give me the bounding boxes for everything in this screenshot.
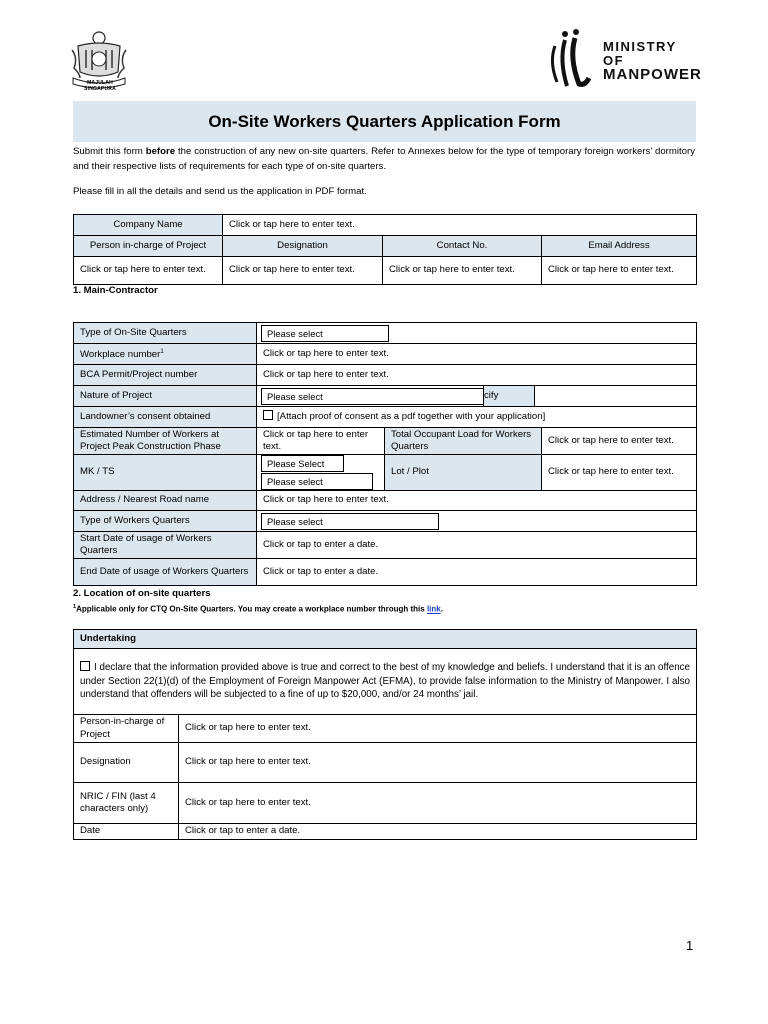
email-address-field[interactable]: Click or tap here to enter text. bbox=[542, 257, 697, 285]
section-location: 2. Location of on-site quarters bbox=[73, 588, 211, 599]
ministry-of-manpower-logo bbox=[545, 28, 702, 90]
header-contact-no: Contact No. bbox=[383, 236, 542, 257]
type-of-workers-quarters-label: Type of Workers Quarters bbox=[74, 511, 257, 532]
person-in-charge-field[interactable]: Click or tap here to enter text. bbox=[74, 257, 223, 285]
type-of-quarters-select[interactable]: Please select bbox=[261, 325, 389, 342]
start-date-label: Start Date of usage of Workers Quarters bbox=[74, 532, 257, 559]
footnote: $^1$Applicable only for CTQ On-Site Quarters. You may create a workplace number through this link. bbox=[73, 604, 443, 614]
undertaking-date-label: Date bbox=[74, 824, 179, 840]
form-title: On-Site Workers Quarters Application Form bbox=[73, 101, 696, 142]
lot-plot-field[interactable]: Click or tap here to enter text. bbox=[542, 455, 697, 491]
logo-line-1: MINISTRY OF bbox=[603, 39, 677, 68]
workplace-number-label: Workplace number$^1$ bbox=[74, 344, 257, 365]
instruction-text: Please fill in all the details and send us the application in PDF format. bbox=[73, 186, 367, 197]
workplace-number-link[interactable]: link bbox=[426, 604, 441, 614]
header-email-address: Email Address bbox=[542, 236, 697, 257]
lot-plot-label: Lot / Plot bbox=[385, 455, 542, 491]
location-table bbox=[73, 322, 697, 586]
bca-permit-label: BCA Permit/Project number bbox=[74, 365, 257, 386]
estimated-workers-field[interactable]: Click or tap here to enter text. bbox=[257, 428, 385, 455]
type-of-workers-quarters-select[interactable]: Please select bbox=[261, 513, 439, 530]
header-person-in-charge: Person in-charge of Project bbox=[74, 236, 223, 257]
total-occupant-load-label: Total Occupant Load for Workers Quarters bbox=[385, 428, 542, 455]
undertaking-nric-field[interactable]: Click or tap here to enter text. bbox=[179, 783, 697, 824]
header-designation: Designation bbox=[223, 236, 383, 257]
section-main-contractor: 1. Main-Contractor bbox=[73, 285, 158, 296]
estimated-workers-label: Estimated Number of Workers at Project Peak Construction Phase bbox=[74, 428, 257, 455]
nature-of-project-select[interactable]: Please select bbox=[261, 388, 484, 405]
undertaking-date-field[interactable]: Click or tap to enter a date. bbox=[179, 824, 697, 840]
checkbox-icon[interactable] bbox=[80, 661, 90, 671]
landowner-consent-checkbox[interactable]: [Attach proof of consent as a pdf together with your application] bbox=[257, 407, 697, 428]
start-date-field[interactable]: Click or tap to enter a date. bbox=[257, 532, 697, 559]
main-contractor-table bbox=[73, 214, 697, 285]
undertaking-person-label: Person-in-charge of Project bbox=[74, 715, 179, 743]
mk-ts-label: MK / TS bbox=[74, 455, 257, 491]
contact-no-field[interactable]: Click or tap here to enter text. bbox=[383, 257, 542, 285]
undertaking-heading: Undertaking bbox=[74, 630, 697, 649]
undertaking-designation-field[interactable]: Click or tap here to enter text. bbox=[179, 743, 697, 783]
workplace-number-field[interactable]: Click or tap here to enter text. bbox=[257, 344, 697, 365]
nature-specify-label: cify bbox=[483, 386, 535, 406]
declaration-checkbox[interactable]: I declare that the information provided above is true and correct to the best of my knowledge and beliefs. I understand that it is an offence under Section 22(1)(d) of the Employment of Foreign Manpower Act (EFMA), to provide false information to the Ministry of Manpower. I also understand that offenders will be subjected to a fine of up to $20,000, and/or 24 months’ jail. bbox=[74, 649, 697, 715]
company-name-label: Company Name bbox=[74, 215, 223, 236]
nature-of-project-label: Nature of Project bbox=[74, 386, 257, 407]
mk-select[interactable]: Please Select bbox=[261, 455, 344, 472]
total-occupant-load-field[interactable]: Click or tap here to enter text. bbox=[542, 428, 697, 455]
intro-paragraph: Submit this form before the construction of any new on-site quarters. Refer to Annexes below for the type of temporary foreign workers’ dormitory and their respective lists of requirements for each type of on-site quarters. bbox=[73, 146, 695, 172]
logo-line-2: MANPOWER bbox=[603, 66, 702, 83]
landowner-consent-label: Landowner’s consent obtained bbox=[74, 407, 257, 428]
end-date-field[interactable]: Click or tap to enter a date. bbox=[257, 559, 697, 586]
undertaking-person-field[interactable]: Click or tap here to enter text. bbox=[179, 715, 697, 743]
crest-motto: MAJULAH SINGAPURA bbox=[84, 80, 116, 92]
address-label: Address / Nearest Road name bbox=[74, 491, 257, 511]
company-name-field[interactable]: Click or tap here to enter text. bbox=[223, 215, 697, 236]
page-number: 1 bbox=[686, 938, 694, 953]
end-date-label: End Date of usage of Workers Quarters bbox=[74, 559, 257, 586]
undertaking-nric-label: NRIC / FIN (last 4 characters only) bbox=[74, 783, 179, 824]
designation-field[interactable]: Click or tap here to enter text. bbox=[223, 257, 383, 285]
type-of-quarters-label: Type of On-Site Quarters bbox=[74, 323, 257, 344]
ts-select[interactable]: Please select bbox=[261, 473, 373, 490]
address-field[interactable]: Click or tap here to enter text. bbox=[257, 491, 697, 511]
checkbox-icon[interactable] bbox=[263, 410, 273, 420]
undertaking-designation-label: Designation bbox=[74, 743, 179, 783]
bca-permit-field[interactable]: Click or tap here to enter text. bbox=[257, 365, 697, 386]
undertaking-table bbox=[73, 629, 697, 840]
